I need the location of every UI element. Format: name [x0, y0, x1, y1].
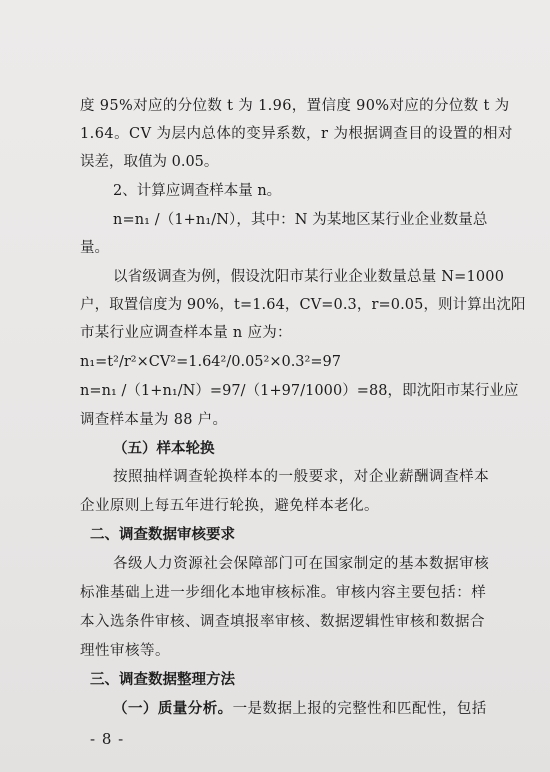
- body-text-line: 误差，取值为 0.05。: [80, 154, 219, 170]
- body-text-line: 户，取置信度为 90%，t=1.64，CV=0.3，r=0.05，则计算出沈阳: [80, 297, 526, 313]
- section-heading: （五）样本轮换: [113, 440, 215, 457]
- body-text-line: 市某行业应调查样本量 n 应为：: [80, 325, 292, 341]
- body-text-line: 量。: [80, 240, 109, 256]
- formula-line: n=n₁ /（1+n₁/N）=97/（1+97/1000）=88，即沈阳市某行业应: [80, 383, 519, 399]
- subsection-heading: （一）质量分析。: [113, 700, 233, 717]
- body-text-line: 以省级调查为例，假设沈阳市某行业企业数量总量 N=1000: [113, 269, 505, 285]
- chapter-heading: 二、调查数据审核要求: [90, 526, 235, 543]
- body-text-span: 一是数据上报的完整性和匹配性，包括: [232, 701, 487, 717]
- body-text-line: 企业原则上每五年进行轮换，避免样本老化。: [80, 498, 379, 514]
- page-number: - 8 -: [90, 730, 125, 748]
- chapter-heading: 三、调查数据整理方法: [90, 671, 235, 688]
- formula-line: n=n₁ /（1+n₁/N），其中：N 为某地区某行业企业数量总: [113, 212, 488, 228]
- body-text-line: 度 95%对应的分位数 t 为 1.96，置信度 90%对应的分位数 t 为: [80, 98, 510, 114]
- body-text-line: 各级人力资源社会保障部门可在国家制定的基本数据审核: [113, 556, 490, 572]
- body-text-line: 调查样本量为 88 户。: [80, 412, 228, 428]
- body-text-line: 理性审核等。: [80, 643, 170, 659]
- body-text-line: [113, 699, 487, 719]
- formula-line: n₁=t²/r²×CV²=1.64²/0.05²×0.3²=97: [80, 354, 341, 370]
- step-heading: 2、计算应调查样本量 n。: [113, 183, 282, 199]
- body-text-line: 1.64。CV 为层内总体的变异系数，r 为根据调查目的设置的相对: [80, 126, 513, 142]
- body-text-line: 本入选条件审核、调查填报率审核、数据逻辑性审核和数据合: [80, 614, 485, 630]
- body-text-line: 按照抽样调查轮换样本的一般要求，对企业薪酬调查样本: [113, 469, 490, 485]
- body-text-line: 标准基础上进一步细化本地审核标准。审核内容主要包括：样: [80, 585, 487, 601]
